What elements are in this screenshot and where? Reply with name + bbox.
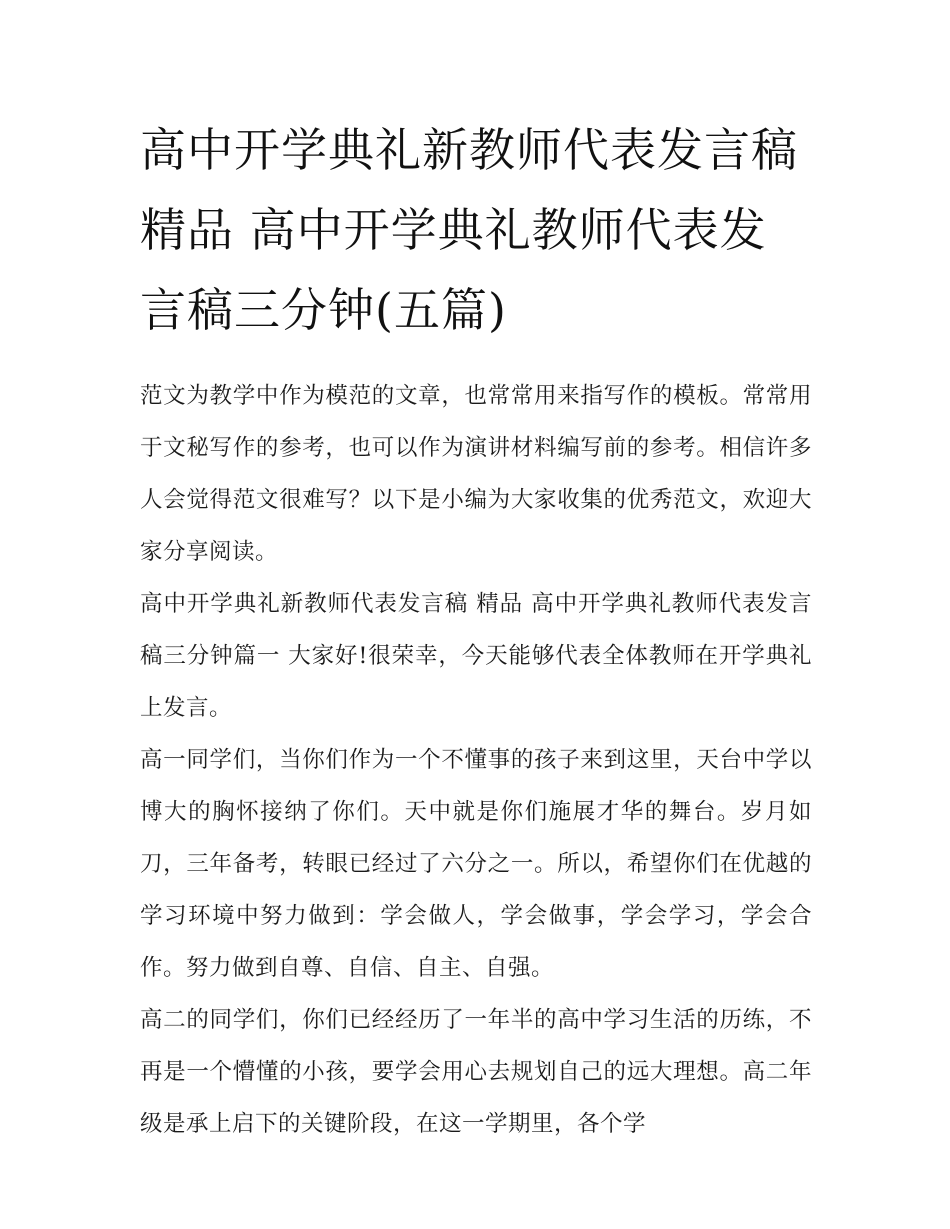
paragraph-grade-two: 高二的同学们，你们已经经历了一年半的高中学习生活的历练，不再是一个懵懂的小孩，要学会用心去规划自己的远大理想。高二年级是承上启下的关键阶段，在这一学期里，各个学 xyxy=(140,1007,812,1137)
paragraph-greeting: 高中开学典礼新教师代表发言稿 精品 高中开学典礼教师代表发言稿三分钟篇一 大家好!很荣幸，今天能够代表全体教师在开学典礼上发言。 xyxy=(140,591,812,721)
document-title: 高中开学典礼新教师代表发言稿 精品 高中开学典礼教师代表发言稿三分钟(五篇) xyxy=(140,123,798,337)
document-body xyxy=(140,370,812,1150)
paragraph-intro: 范文为教学中作为模范的文章，也常常用来指写作的模板。常常用于文秘写作的参考，也可以作为演讲材料编写前的参考。相信许多人会觉得范文很难写？以下是小编为大家收集的优秀范文，欢迎大家分享阅读。 xyxy=(140,383,812,565)
document-content xyxy=(140,110,812,1150)
paragraph-grade-one: 高一同学们，当你们作为一个不懂事的孩子来到这里，天台中学以博大的胸怀接纳了你们。天中就是你们施展才华的舞台。岁月如刀，三年备考，转眼已经过了六分之一。所以，希望你们在优越的学习环境中努力做到：学会做人，学会做事，学会学习，学会合作。努力做到自尊、自信、自主、自强。 xyxy=(140,747,812,981)
